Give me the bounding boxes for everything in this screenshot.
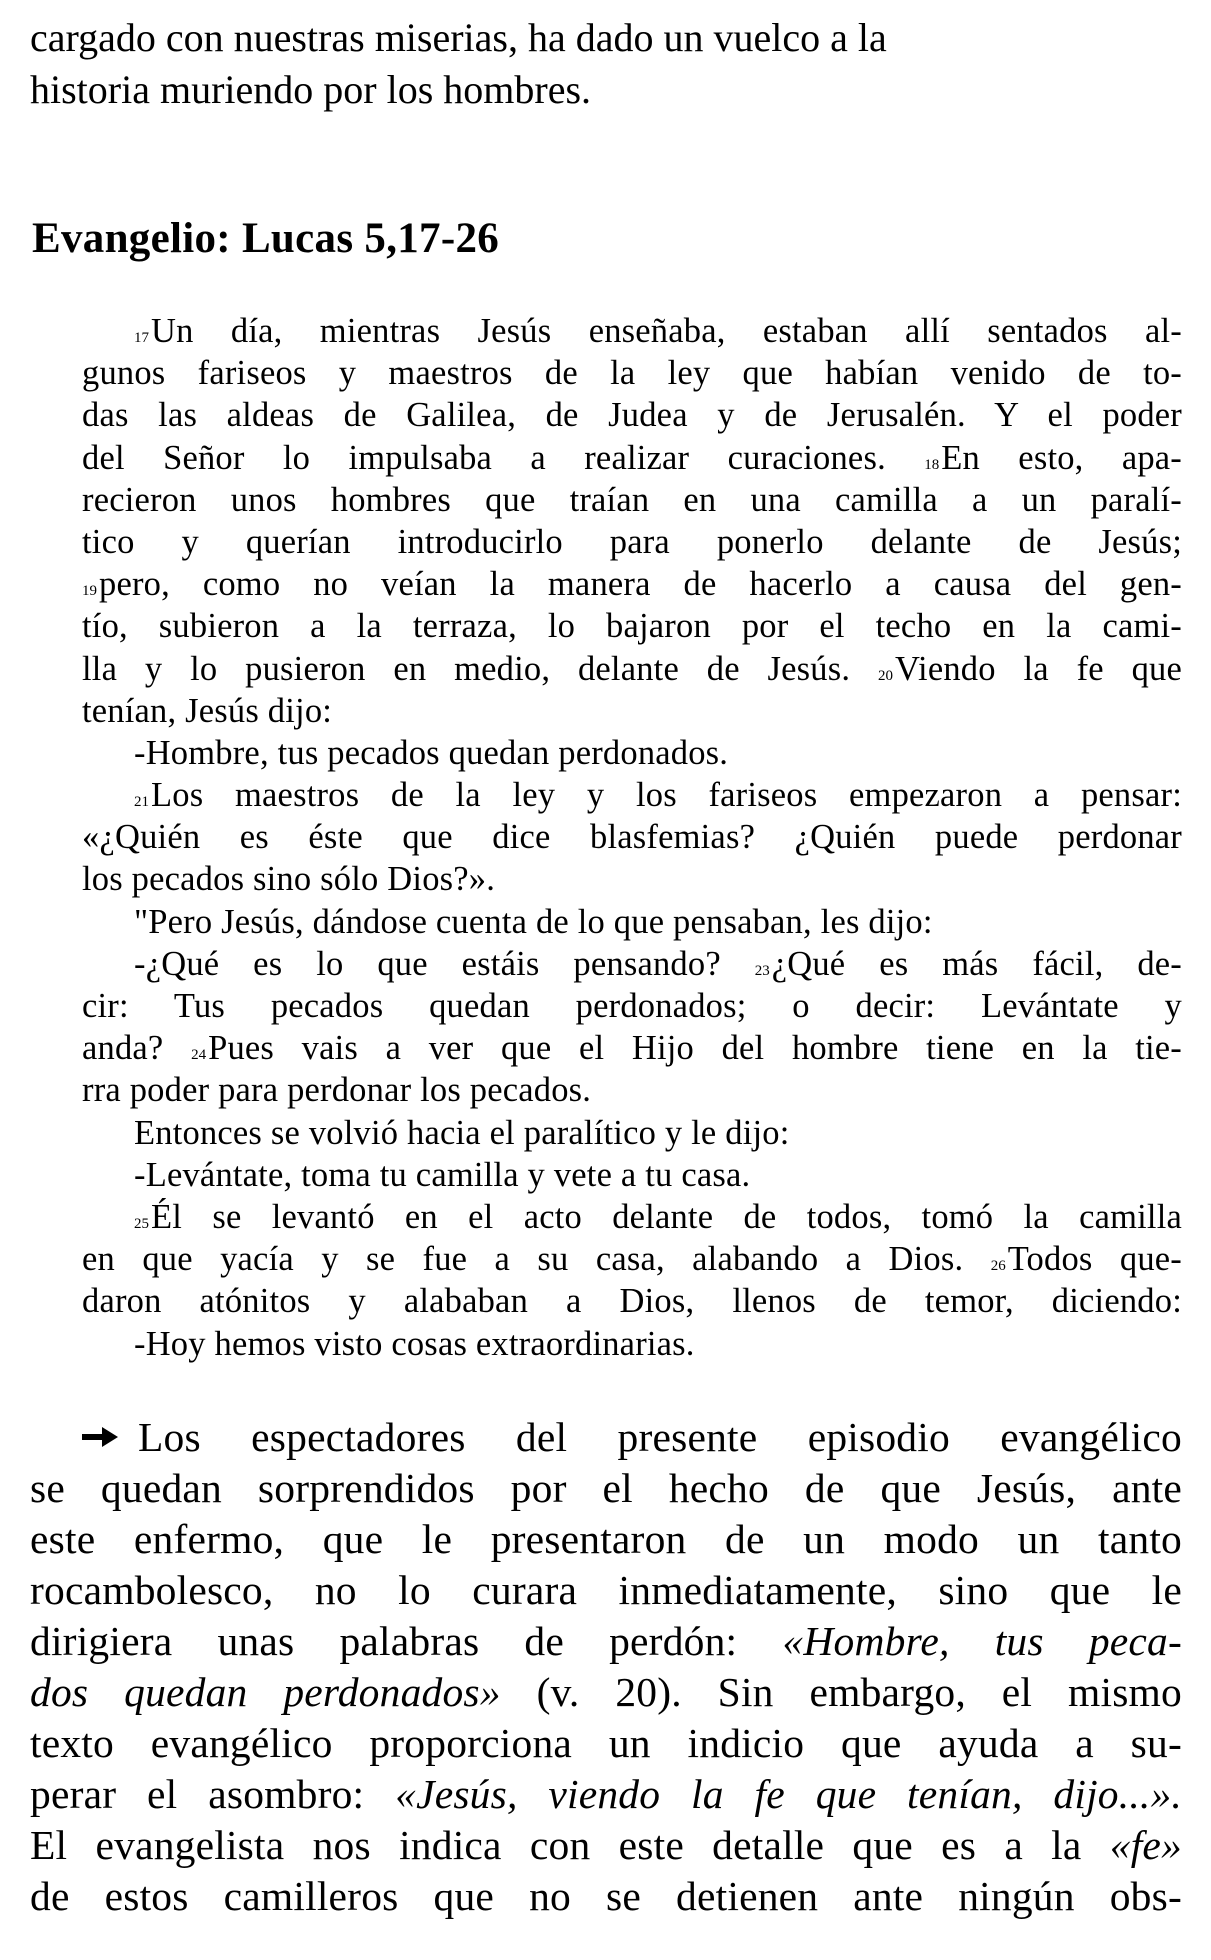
text-line: rra poder para perdonar los pecados. xyxy=(82,1071,592,1110)
verse-text: en que yacía y se fue a su casa, alabando a Dios. xyxy=(82,1240,964,1279)
quoted-scripture: «Hombre, tus peca- xyxy=(782,1618,1182,1664)
text-line: cargado con nuestras miserias, ha dado un vuelco a la xyxy=(30,15,887,60)
section-heading: Evangelio: Lucas 5,17-26 xyxy=(32,215,500,262)
verse-number: 23 xyxy=(754,962,770,979)
text-line: tenían, Jesús dijo: xyxy=(82,691,333,730)
commentary-text: perar el asombro: xyxy=(30,1771,396,1817)
text-line: historia muriendo por los hombres. xyxy=(30,67,592,112)
verse-text: del Señor lo impulsaba a realizar curaciones. xyxy=(82,438,886,477)
intro-paragraph xyxy=(30,12,1180,116)
text-line xyxy=(30,1412,1182,1463)
verse-text: -¿Qué es lo que estáis pensando? xyxy=(134,944,721,983)
verse-number: 25 xyxy=(134,1215,149,1232)
text-line xyxy=(82,943,1182,985)
verse-text: Él se levantó en el acto delante de todos, tomó la camilla xyxy=(151,1197,1182,1236)
text-line: recieron unos hombres que traían en una camilla a un paralí- xyxy=(82,480,1182,519)
text-line xyxy=(82,563,1182,605)
text-line: -Hombre, tus pecados quedan perdonados. xyxy=(134,733,729,772)
text-line: de estos camilleros que no se detienen ante ningún obs- xyxy=(30,1873,1182,1919)
verse-number: 21 xyxy=(134,794,149,811)
text-line xyxy=(30,1769,1182,1820)
text-line: -Hoy hemos visto cosas extraordinarias. xyxy=(134,1324,695,1363)
text-line: rocambolesco, no lo curara inmediatamente, sino que le xyxy=(30,1567,1182,1613)
verse-text: pero, como no veían la manera de hacerlo a causa del gen- xyxy=(99,565,1182,604)
text-line xyxy=(82,437,1182,479)
text-line xyxy=(82,1196,1182,1238)
text-line: -Levántate, toma tu camilla y vete a tu casa. xyxy=(134,1155,751,1194)
text-line: se quedan sorprendidos por el hecho de que Jesús, ante xyxy=(30,1465,1182,1511)
verse-number: 18 xyxy=(924,456,940,473)
text-line xyxy=(30,1616,1182,1667)
gospel-passage xyxy=(82,310,1182,1365)
verse-number: 19 xyxy=(82,583,97,600)
text-line: "Pero Jesús, dándose cuenta de lo que pensaban, les dijo: xyxy=(134,902,933,941)
commentary-text: dirigiera unas palabras de perdón: xyxy=(30,1618,783,1664)
right-arrow-icon xyxy=(80,1425,120,1449)
text-line: das las aldeas de Galilea, de Judea y de Jerusalén. Y el poder xyxy=(82,396,1182,435)
commentary-paragraph xyxy=(30,1412,1182,1922)
text-line xyxy=(30,1820,1182,1871)
verse-text: Los maestros de la ley y los fariseos empezaron a pensar: xyxy=(151,776,1182,815)
text-line: los pecados sino sólo Dios?». xyxy=(82,860,496,899)
verse-text: Un día, mientras Jesús enseñaba, estaban allí sentados al- xyxy=(151,312,1182,350)
text-line xyxy=(82,1027,1182,1069)
text-line xyxy=(82,648,1182,690)
verse-number: 26 xyxy=(990,1258,1006,1275)
text-line: Entonces se volvió hacia el paralítico y le dijo: xyxy=(134,1113,790,1152)
text-line: daron atónitos y alababan a Dios, llenos de temor, diciendo: xyxy=(82,1282,1182,1321)
quoted-scripture: «Jesús, viendo la fe que tenían, dijo...». xyxy=(395,1771,1182,1817)
text-line: cir: Tus pecados quedan perdonados; o decir: Levántate y xyxy=(82,987,1182,1025)
verse-text: ¿Qué es más fácil, de- xyxy=(771,944,1182,983)
verse-text: anda? xyxy=(82,1029,164,1068)
verse-number: 24 xyxy=(191,1047,207,1064)
verse-text: Viendo la fe que xyxy=(895,649,1182,688)
verse-text: En esto, apa- xyxy=(941,438,1182,477)
verse-number: 17 xyxy=(134,330,149,346)
text-line: este enfermo, que le presentaron de un modo un tanto xyxy=(30,1516,1182,1562)
text-line xyxy=(82,1238,1182,1280)
commentary-text: El evangelista nos indica con este detalle que es a la xyxy=(30,1822,1110,1868)
text-line xyxy=(82,774,1182,816)
text-line: gunos fariseos y maestros de la ley que habían venido de to- xyxy=(82,354,1182,393)
verse-text: Pues vais a ver que el Hijo del hombre tiene en la tie- xyxy=(208,1029,1182,1068)
text-line xyxy=(82,310,1182,352)
text-line: tico y querían introducirlo para ponerlo delante de Jesús; xyxy=(82,522,1182,561)
commentary-text: Los espectadores del presente episodio evangélico xyxy=(138,1414,1182,1460)
text-line: tío, subieron a la terraza, lo bajaron por el techo en la cami- xyxy=(82,607,1182,646)
text-line: texto evangélico proporciona un indicio que ayuda a su- xyxy=(30,1720,1182,1766)
quoted-scripture: dos quedan perdonados» xyxy=(30,1669,501,1715)
commentary-text: (v. 20). Sin embargo, el mismo xyxy=(500,1669,1182,1715)
verse-text: Todos que- xyxy=(1007,1240,1182,1279)
text-line: «¿Quién es éste que dice blasfemias? ¿Quién puede perdonar xyxy=(82,818,1182,857)
quoted-word: «fe» xyxy=(1109,1822,1182,1868)
text-line xyxy=(30,1667,1182,1718)
verse-number: 20 xyxy=(878,667,893,684)
verse-text: lla y lo pusieron en medio, delante de Jesús. xyxy=(82,649,851,688)
